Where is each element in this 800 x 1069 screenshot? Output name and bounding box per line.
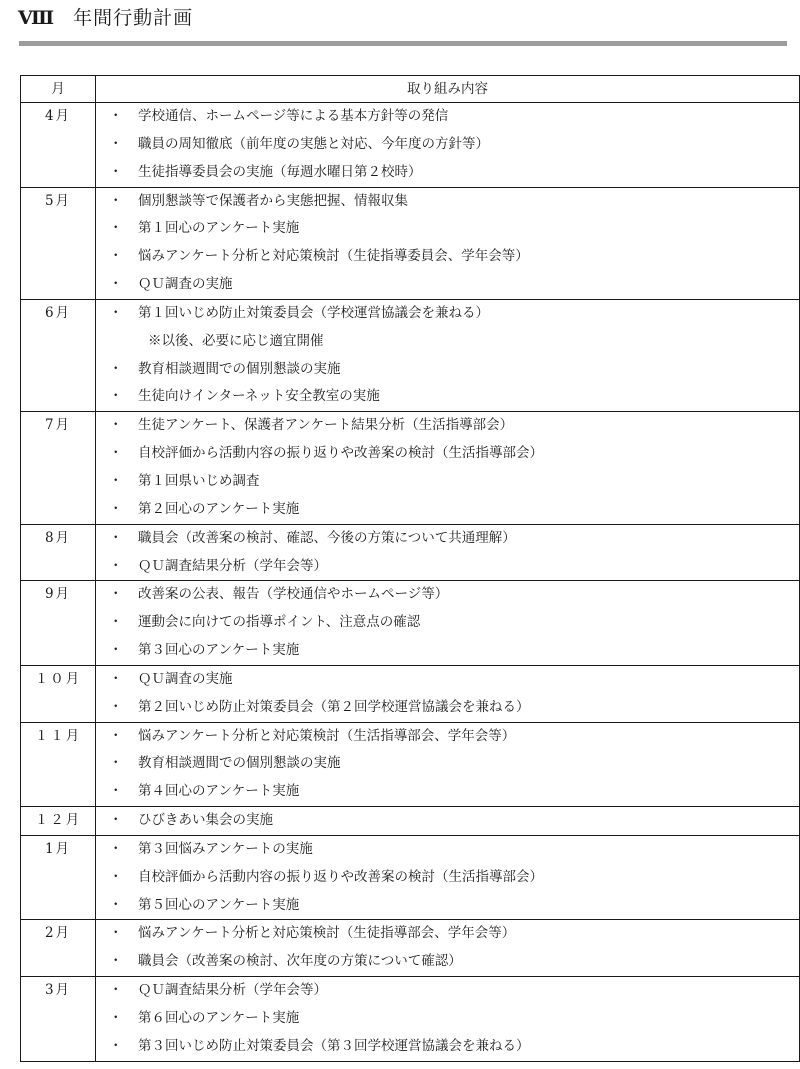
bullet-mark: ・ [109, 388, 123, 405]
activity-item [96, 807, 799, 835]
bullet-mark: ・ [109, 698, 123, 715]
table-row [21, 665, 800, 722]
activity-text: 自校評価から活動内容の振り返りや改善案の検討（生活指導部会） [138, 445, 543, 462]
activity-item [96, 440, 799, 468]
bullet-mark: ・ [109, 276, 123, 293]
activity-text: 第２回いじめ防止対策委員会（第２回学校運営協議会を兼ねる） [138, 698, 530, 715]
activity-item [96, 1033, 799, 1061]
activity-item [96, 496, 799, 524]
bullet-mark: ・ [109, 135, 123, 152]
bullet-mark: ・ [109, 500, 123, 517]
activity-item [96, 864, 799, 892]
activity-cell [96, 524, 800, 581]
activity-item [96, 468, 799, 496]
activity-text: 自校評価から活動内容の振り返りや改善案の検討（生活指導部会） [138, 868, 543, 885]
month-cell: １１月 [21, 722, 96, 807]
activity-text: 第１回いじめ防止対策委員会（学校運営協議会を兼ねる） [138, 304, 489, 321]
bullet-mark: ・ [109, 360, 123, 377]
table-row [21, 524, 800, 581]
bullet-mark: ・ [109, 755, 123, 772]
bullet-mark: ・ [109, 614, 123, 631]
bullet-mark: ・ [109, 445, 123, 462]
table-row [21, 722, 800, 807]
activity-text: 第５回心のアンケート実施 [138, 896, 300, 913]
activity-text: 個別懇談等で保護者から実態把握、情報収集 [138, 192, 408, 209]
activity-text: ＱＵ調査結果分析（学年会等） [138, 557, 327, 574]
activity-text: 第２回心のアンケート実施 [138, 500, 300, 517]
activity-text: ひびきあい集会の実施 [138, 812, 273, 829]
month-cell: 8月 [21, 524, 96, 581]
activity-text: 第４回心のアンケート実施 [138, 783, 300, 800]
activity-text: 第６回心のアンケート実施 [138, 1010, 300, 1026]
activity-cell [96, 412, 800, 524]
activity-item [96, 609, 799, 637]
bullet-mark: ・ [109, 783, 123, 800]
bullet-mark: ・ [109, 670, 123, 687]
table-header-row [21, 76, 800, 103]
activity-text: 悩みアンケート分析と対応策検討（生徒指導委員会、学年会等） [138, 248, 529, 265]
bullet-mark: ・ [109, 472, 123, 489]
activity-item [96, 215, 799, 243]
activity-text: 生徒アンケート、保護者アンケート結果分析（生活指導部会） [138, 417, 514, 434]
month-cell: １０月 [21, 665, 96, 722]
bullet-mark: ・ [109, 248, 123, 265]
activity-item [96, 300, 799, 328]
activity-cell [96, 977, 800, 1062]
table-row [21, 412, 800, 524]
content-column-header: 取り組み内容 [96, 76, 800, 103]
activity-item [96, 836, 799, 864]
month-cell: 1月 [21, 835, 96, 920]
month-cell: 6月 [21, 299, 96, 411]
activity-cell [96, 807, 800, 836]
activity-cell [96, 665, 800, 722]
section-number: Ⅷ [18, 7, 56, 29]
table-row [21, 187, 800, 299]
activity-text: 第１回心のアンケート実施 [138, 220, 300, 237]
activity-item [96, 412, 799, 440]
bullet-mark: ・ [109, 1010, 123, 1026]
month-cell: 3月 [21, 977, 96, 1062]
activity-item [96, 356, 799, 384]
table-row [21, 299, 800, 411]
table-row [21, 807, 800, 836]
activity-text: 職員の周知徹底（前年度の実態と対応、今年度の方針等） [138, 135, 489, 152]
activity-cell [96, 187, 800, 299]
activity-item [96, 892, 799, 920]
month-cell: 2月 [21, 920, 96, 977]
activity-text: 悩みアンケート分析と対応策検討（生活指導部会、学年会等） [138, 727, 516, 744]
activity-item [96, 637, 799, 665]
bullet-mark: ・ [109, 925, 123, 942]
activity-item [96, 553, 799, 581]
activity-item [96, 328, 799, 356]
bullet-mark: ・ [109, 953, 123, 970]
activity-text: 生徒指導委員会の実施（毎週水曜日第２校時） [138, 163, 422, 180]
activity-item [96, 920, 799, 948]
bullet-mark: ・ [109, 727, 123, 744]
heading-rule [19, 41, 787, 46]
bullet-mark: ・ [109, 840, 123, 857]
table-row [21, 977, 800, 1062]
activity-text: 第３回悩みアンケートの実施 [138, 840, 313, 857]
activity-cell [96, 581, 800, 666]
activity-item [96, 581, 799, 609]
table-row [21, 835, 800, 920]
table-row [21, 581, 800, 666]
month-cell: 4月 [21, 103, 96, 188]
activity-item [96, 243, 799, 271]
activity-text: ＱＵ調査結果分析（学年会等） [138, 982, 327, 999]
section-heading [18, 6, 193, 30]
activity-item [96, 778, 799, 806]
bullet-mark: ・ [109, 868, 123, 885]
bullet-mark: ・ [109, 220, 123, 237]
month-cell: 5月 [21, 187, 96, 299]
activity-text: ※以後、必要に応じ適宜開催 [148, 332, 324, 349]
bullet-mark: ・ [109, 896, 123, 913]
bullet-mark: ・ [109, 557, 123, 574]
activity-text: 職員会（改善案の検討、確認、今後の方策について共通理解） [138, 529, 516, 546]
activity-cell [96, 835, 800, 920]
activity-text: 第３回心のアンケート実施 [138, 642, 300, 659]
table-row [21, 103, 800, 188]
activity-item [96, 131, 799, 159]
activity-text: 改善案の公表、報告（学校通信やホームページ等） [138, 586, 449, 603]
activity-item [96, 525, 799, 553]
bullet-mark: ・ [109, 586, 123, 603]
activity-text: 教育相談週間での個別懇談の実施 [138, 755, 341, 772]
table-row [21, 920, 800, 977]
activity-item [96, 750, 799, 778]
month-cell: 7月 [21, 412, 96, 524]
activity-item [96, 103, 799, 131]
bullet-mark: ・ [109, 304, 123, 321]
activity-cell [96, 103, 800, 188]
activity-text: 学校通信、ホームページ等による基本方針等の発信 [138, 108, 449, 124]
activity-item [96, 977, 799, 1005]
month-cell: １２月 [21, 807, 96, 836]
bullet-mark: ・ [109, 529, 123, 546]
activity-item [96, 694, 799, 722]
activity-item [96, 1005, 799, 1033]
activity-cell [96, 722, 800, 807]
bullet-mark: ・ [109, 1037, 123, 1054]
bullet-mark: ・ [109, 812, 123, 829]
activity-text: ＱＵ調査の実施 [138, 670, 233, 687]
activity-item [96, 723, 799, 751]
bullet-mark: ・ [109, 982, 123, 999]
activity-text: 職員会（改善案の検討、次年度の方策について確認） [138, 953, 462, 970]
activity-cell [96, 299, 800, 411]
bullet-mark: ・ [109, 192, 123, 209]
activity-item [96, 159, 799, 187]
bullet-mark: ・ [109, 163, 123, 180]
activity-text: 悩みアンケート分析と対応策検討（生徒指導部会、学年会等） [138, 925, 516, 942]
activity-item [96, 271, 799, 299]
activity-item [96, 948, 799, 976]
activity-text: 生徒向けインターネット安全教室の実施 [138, 388, 380, 405]
activity-text: 運動会に向けての指導ポイント、注意点の確認 [138, 614, 421, 631]
section-title: 年間行動計画 [73, 7, 194, 29]
activity-item [96, 188, 799, 216]
annual-plan-table [20, 75, 800, 1062]
activity-cell [96, 920, 800, 977]
table-body [21, 103, 800, 1062]
bullet-mark: ・ [109, 642, 123, 659]
activity-text: 第３回いじめ防止対策委員会（第３回学校運営協議会を兼ねる） [138, 1037, 530, 1054]
activity-text: 第１回県いじめ調査 [138, 472, 260, 489]
activity-item [96, 666, 799, 694]
activity-item [96, 383, 799, 411]
month-cell: 9月 [21, 581, 96, 666]
month-column-header: 月 [21, 76, 96, 103]
activity-text: 教育相談週間での個別懇談の実施 [138, 360, 341, 377]
bullet-mark: ・ [109, 108, 123, 124]
bullet-mark: ・ [109, 417, 123, 434]
activity-text: ＱＵ調査の実施 [138, 276, 233, 293]
